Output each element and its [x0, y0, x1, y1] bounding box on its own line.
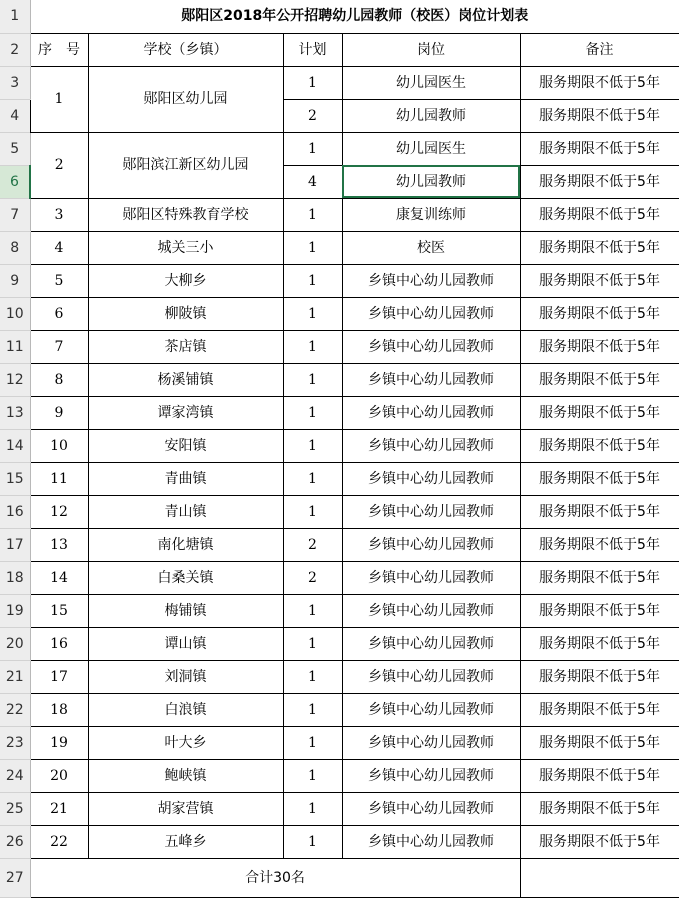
remark-cell[interactable]: 服务期限不低于5年 [520, 726, 679, 759]
row-number[interactable]: 9 [0, 264, 30, 297]
remark-cell[interactable]: 服务期限不低于5年 [520, 165, 679, 198]
table-row [0, 693, 679, 726]
seq-cell[interactable]: 20 [30, 759, 88, 792]
school-cell[interactable]: 郧阳区幼儿园 [88, 66, 283, 132]
position-cell[interactable]: 乡镇中心幼儿园教师 [342, 264, 520, 297]
row-number[interactable]: 15 [0, 462, 30, 495]
table-row [0, 462, 679, 495]
remark-cell[interactable]: 服务期限不低于5年 [520, 462, 679, 495]
row-number[interactable]: 20 [0, 627, 30, 660]
seq-cell[interactable]: 13 [30, 528, 88, 561]
school-cell[interactable]: 郧阳区特殊教育学校 [88, 198, 283, 231]
row-number[interactable]: 18 [0, 561, 30, 594]
plan-cell[interactable]: 1 [283, 396, 342, 429]
position-cell[interactable]: 乡镇中心幼儿园教师 [342, 792, 520, 825]
remark-cell[interactable]: 服务期限不低于5年 [520, 198, 679, 231]
row-number[interactable]: 3 [0, 66, 30, 99]
school-cell[interactable]: 胡家营镇 [88, 792, 283, 825]
seq-cell[interactable]: 16 [30, 627, 88, 660]
school-cell[interactable]: 青曲镇 [88, 462, 283, 495]
sheet-title[interactable]: 郧阳区2018年公开招聘幼儿园教师（校医）岗位计划表 [30, 0, 679, 33]
position-cell[interactable]: 乡镇中心幼儿园教师 [342, 561, 520, 594]
remark-cell[interactable]: 服务期限不低于5年 [520, 759, 679, 792]
position-cell[interactable]: 校医 [342, 231, 520, 264]
plan-cell[interactable]: 1 [283, 66, 342, 99]
seq-cell[interactable]: 2 [30, 132, 88, 198]
plan-cell[interactable]: 2 [283, 528, 342, 561]
row-number[interactable]: 2 [0, 33, 30, 66]
plan-cell[interactable]: 1 [283, 792, 342, 825]
table-row [0, 297, 679, 330]
row-number[interactable]: 12 [0, 363, 30, 396]
row-number[interactable]: 8 [0, 231, 30, 264]
school-cell[interactable]: 刘洞镇 [88, 660, 283, 693]
row-number[interactable]: 5 [0, 132, 30, 165]
remark-cell[interactable]: 服务期限不低于5年 [520, 264, 679, 297]
seq-cell[interactable]: 22 [30, 825, 88, 858]
school-cell[interactable]: 柳陂镇 [88, 297, 283, 330]
position-cell[interactable]: 幼儿园医生 [342, 66, 520, 99]
row-number[interactable]: 6 [0, 165, 30, 198]
table-row [0, 132, 679, 165]
school-cell[interactable]: 鲍峡镇 [88, 759, 283, 792]
school-cell[interactable]: 五峰乡 [88, 825, 283, 858]
plan-cell[interactable]: 1 [283, 198, 342, 231]
row-number[interactable]: 10 [0, 297, 30, 330]
table-row [0, 594, 679, 627]
seq-cell[interactable]: 15 [30, 594, 88, 627]
row-number[interactable]: 19 [0, 594, 30, 627]
row-number[interactable]: 16 [0, 495, 30, 528]
remark-cell[interactable]: 服务期限不低于5年 [520, 660, 679, 693]
plan-cell[interactable]: 1 [283, 726, 342, 759]
remark-cell[interactable]: 服务期限不低于5年 [520, 594, 679, 627]
plan-cell[interactable]: 1 [283, 462, 342, 495]
school-cell[interactable]: 谭家湾镇 [88, 396, 283, 429]
seq-cell[interactable]: 1 [30, 66, 88, 132]
plan-cell[interactable]: 1 [283, 495, 342, 528]
header-seq[interactable]: 序 号 [30, 33, 88, 66]
position-cell[interactable]: 幼儿园医生 [342, 132, 520, 165]
table-row [0, 363, 679, 396]
table-row [0, 396, 679, 429]
school-cell[interactable]: 谭山镇 [88, 627, 283, 660]
school-cell[interactable]: 梅铺镇 [88, 594, 283, 627]
row-number[interactable]: 21 [0, 660, 30, 693]
table-row [0, 792, 679, 825]
row-number[interactable]: 24 [0, 759, 30, 792]
plan-cell[interactable]: 1 [283, 825, 342, 858]
plan-cell[interactable]: 2 [283, 99, 342, 132]
position-cell[interactable]: 乡镇中心幼儿园教师 [342, 726, 520, 759]
seq-cell[interactable]: 17 [30, 660, 88, 693]
header-row [0, 33, 679, 66]
school-cell[interactable]: 白桑关镇 [88, 561, 283, 594]
total-row [0, 858, 679, 897]
table-row [0, 759, 679, 792]
plan-cell[interactable]: 1 [283, 264, 342, 297]
position-cell[interactable]: 乡镇中心幼儿园教师 [342, 627, 520, 660]
position-cell[interactable]: 乡镇中心幼儿园教师 [342, 528, 520, 561]
position-cell[interactable]: 乡镇中心幼儿园教师 [342, 825, 520, 858]
seq-cell[interactable]: 21 [30, 792, 88, 825]
seq-cell[interactable]: 3 [30, 198, 88, 231]
position-cell[interactable]: 乡镇中心幼儿园教师 [342, 396, 520, 429]
school-cell[interactable]: 茶店镇 [88, 330, 283, 363]
plan-cell[interactable]: 1 [283, 330, 342, 363]
header-plan[interactable]: 计划 [283, 33, 342, 66]
seq-cell[interactable]: 8 [30, 363, 88, 396]
row-number[interactable]: 1 [0, 0, 30, 33]
seq-cell[interactable]: 12 [30, 495, 88, 528]
header-position[interactable]: 岗位 [342, 33, 520, 66]
plan-cell[interactable]: 1 [283, 627, 342, 660]
table-row [0, 330, 679, 363]
position-cell[interactable]: 乡镇中心幼儿园教师 [342, 495, 520, 528]
row-number[interactable]: 14 [0, 429, 30, 462]
plan-cell[interactable]: 1 [283, 693, 342, 726]
row-number[interactable]: 23 [0, 726, 30, 759]
plan-cell[interactable]: 2 [283, 561, 342, 594]
position-cell[interactable]: 乡镇中心幼儿园教师 [342, 429, 520, 462]
plan-cell[interactable]: 1 [283, 594, 342, 627]
table-row [0, 198, 679, 231]
position-cell[interactable]: 乡镇中心幼儿园教师 [342, 297, 520, 330]
row-number[interactable]: 27 [0, 858, 30, 897]
seq-cell[interactable]: 7 [30, 330, 88, 363]
remark-cell[interactable]: 服务期限不低于5年 [520, 825, 679, 858]
remark-cell[interactable]: 服务期限不低于5年 [520, 99, 679, 132]
table-row [0, 561, 679, 594]
table-row [0, 660, 679, 693]
remark-cell[interactable]: 服务期限不低于5年 [520, 561, 679, 594]
seq-cell[interactable]: 9 [30, 396, 88, 429]
header-school[interactable]: 学校（乡镇） [88, 33, 283, 66]
seq-cell[interactable]: 4 [30, 231, 88, 264]
table-row [0, 528, 679, 561]
plan-cell[interactable]: 1 [283, 429, 342, 462]
row-number[interactable]: 26 [0, 825, 30, 858]
school-cell[interactable]: 安阳镇 [88, 429, 283, 462]
row-number[interactable]: 22 [0, 693, 30, 726]
position-cell[interactable]: 乡镇中心幼儿园教师 [342, 693, 520, 726]
school-cell[interactable]: 城关三小 [88, 231, 283, 264]
seq-cell[interactable]: 14 [30, 561, 88, 594]
remark-cell[interactable]: 服务期限不低于5年 [520, 132, 679, 165]
position-cell[interactable]: 乡镇中心幼儿园教师 [342, 462, 520, 495]
seq-cell[interactable]: 18 [30, 693, 88, 726]
plan-cell[interactable]: 1 [283, 297, 342, 330]
row-number[interactable]: 11 [0, 330, 30, 363]
table-row [0, 231, 679, 264]
row-number[interactable]: 7 [0, 198, 30, 231]
remark-cell[interactable]: 服务期限不低于5年 [520, 792, 679, 825]
school-cell[interactable]: 大柳乡 [88, 264, 283, 297]
table-row [0, 495, 679, 528]
seq-cell[interactable]: 11 [30, 462, 88, 495]
header-remark[interactable]: 备注 [520, 33, 679, 66]
position-cell[interactable]: 乡镇中心幼儿园教师 [342, 660, 520, 693]
remark-cell[interactable]: 服务期限不低于5年 [520, 528, 679, 561]
row-number[interactable]: 4 [0, 99, 30, 132]
seq-cell[interactable]: 5 [30, 264, 88, 297]
remark-cell[interactable]: 服务期限不低于5年 [520, 693, 679, 726]
school-cell[interactable]: 郧阳滨江新区幼儿园 [88, 132, 283, 198]
remark-cell[interactable]: 服务期限不低于5年 [520, 297, 679, 330]
row-number[interactable]: 25 [0, 792, 30, 825]
table-row [0, 825, 679, 858]
remark-cell[interactable]: 服务期限不低于5年 [520, 627, 679, 660]
remark-cell[interactable]: 服务期限不低于5年 [520, 66, 679, 99]
total-cell[interactable]: 合计30名 [30, 858, 520, 897]
table-row [0, 627, 679, 660]
plan-cell[interactable]: 1 [283, 759, 342, 792]
school-cell[interactable]: 白浪镇 [88, 693, 283, 726]
table-row [0, 66, 679, 99]
school-cell[interactable]: 南化塘镇 [88, 528, 283, 561]
active-cell[interactable]: 幼儿园教师 [342, 165, 520, 198]
remark-cell[interactable]: 服务期限不低于5年 [520, 330, 679, 363]
seq-cell[interactable]: 6 [30, 297, 88, 330]
position-cell[interactable]: 康复训练师 [342, 198, 520, 231]
row-number[interactable]: 17 [0, 528, 30, 561]
position-cell[interactable]: 乡镇中心幼儿园教师 [342, 759, 520, 792]
remark-cell[interactable]: 服务期限不低于5年 [520, 231, 679, 264]
title-row [0, 0, 679, 33]
row-number[interactable]: 13 [0, 396, 30, 429]
seq-cell[interactable]: 19 [30, 726, 88, 759]
plan-cell[interactable]: 1 [283, 660, 342, 693]
table-row [0, 429, 679, 462]
school-cell[interactable]: 叶大乡 [88, 726, 283, 759]
plan-cell[interactable]: 1 [283, 132, 342, 165]
table-row [0, 264, 679, 297]
remark-cell[interactable]: 服务期限不低于5年 [520, 363, 679, 396]
remark-cell[interactable] [520, 858, 679, 897]
remark-cell[interactable]: 服务期限不低于5年 [520, 396, 679, 429]
position-cell[interactable]: 幼儿园教师 [342, 99, 520, 132]
seq-cell[interactable]: 10 [30, 429, 88, 462]
table-row [0, 726, 679, 759]
position-cell[interactable]: 乡镇中心幼儿园教师 [342, 363, 520, 396]
plan-cell[interactable]: 4 [283, 165, 342, 198]
school-cell[interactable]: 杨溪铺镇 [88, 363, 283, 396]
remark-cell[interactable]: 服务期限不低于5年 [520, 429, 679, 462]
plan-cell[interactable]: 1 [283, 231, 342, 264]
remark-cell[interactable]: 服务期限不低于5年 [520, 495, 679, 528]
position-cell[interactable]: 乡镇中心幼儿园教师 [342, 330, 520, 363]
position-cell[interactable]: 乡镇中心幼儿园教师 [342, 594, 520, 627]
plan-cell[interactable]: 1 [283, 363, 342, 396]
school-cell[interactable]: 青山镇 [88, 495, 283, 528]
